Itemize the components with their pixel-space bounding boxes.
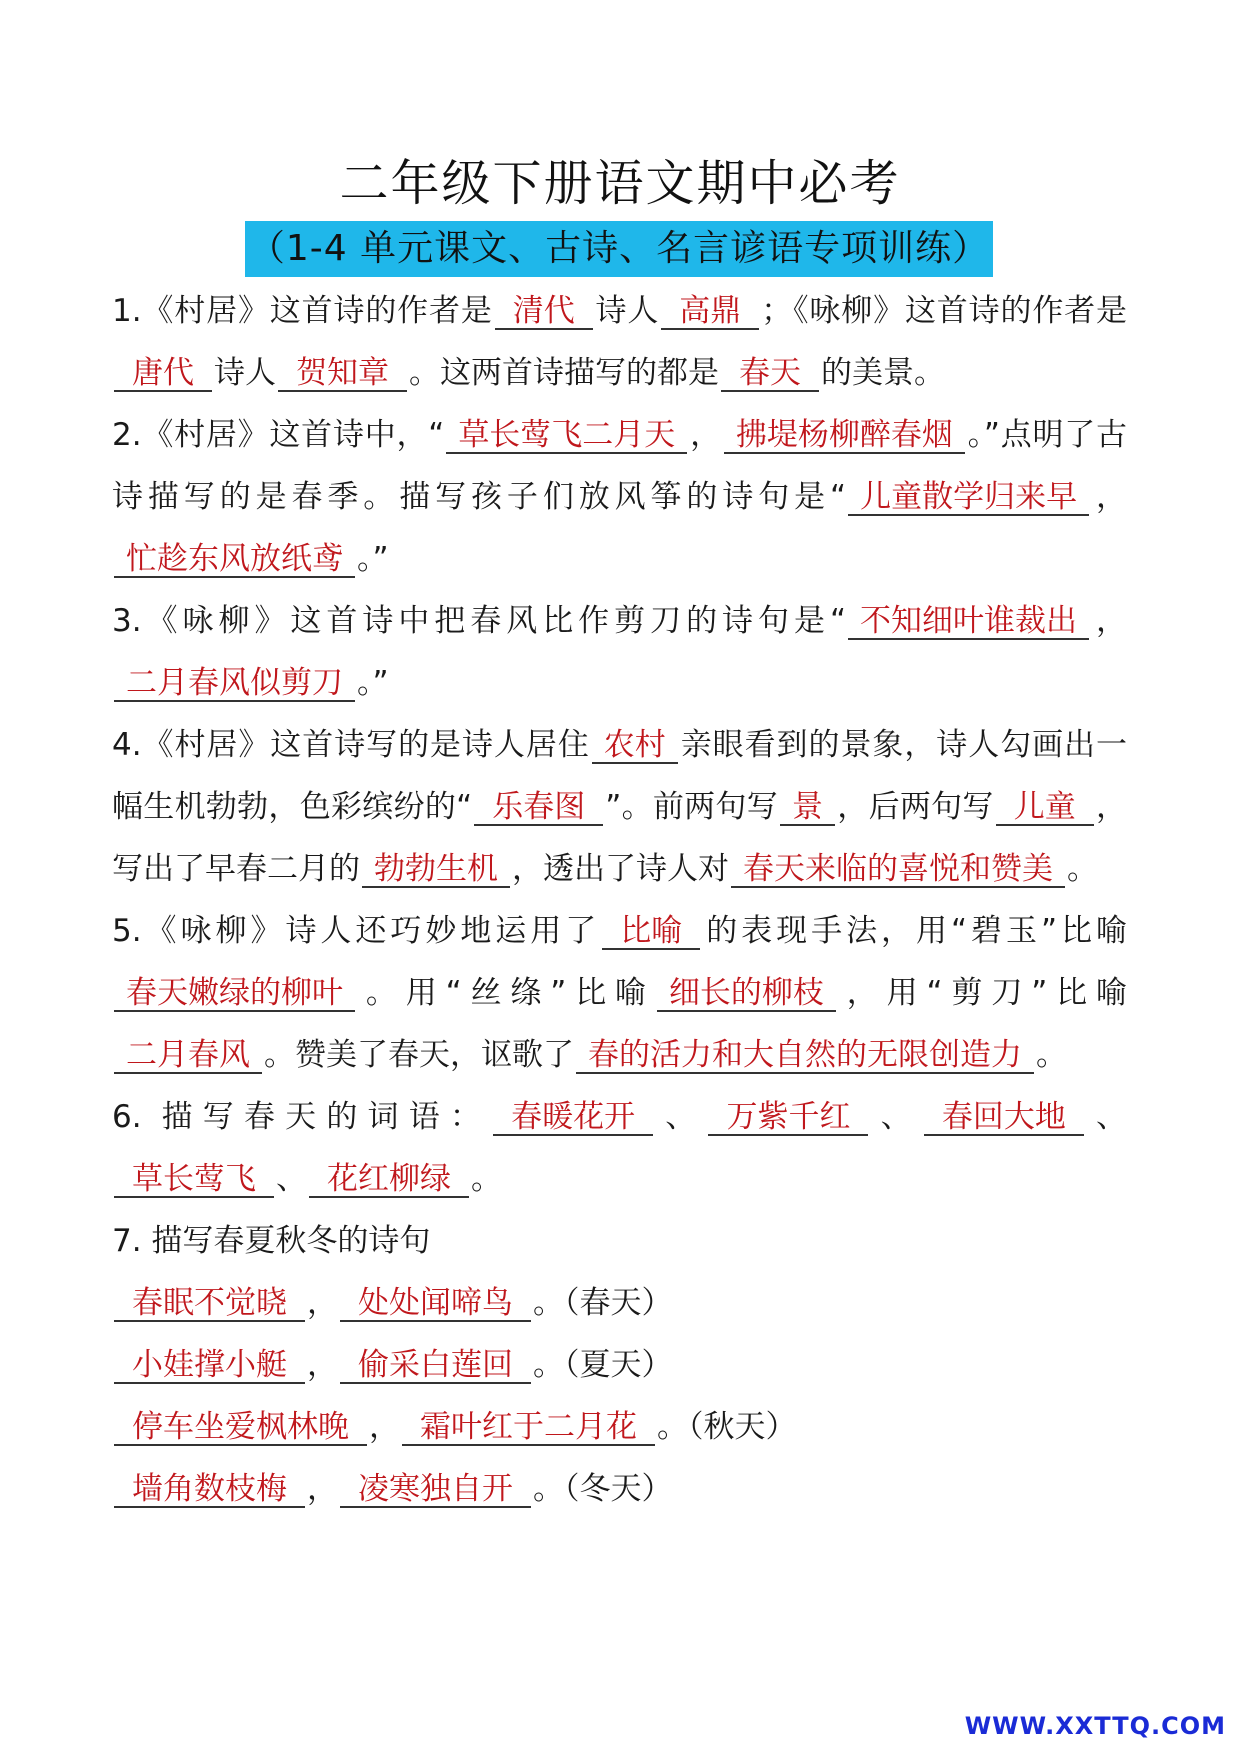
answer-blank: 乐春图	[474, 790, 603, 826]
answer-blank: 忙趁东风放纸鸢	[114, 542, 355, 578]
answer-blank: 细长的柳枝	[657, 976, 836, 1012]
answer-blank: 农村	[592, 728, 678, 764]
poem-line-spring: 春眠不觉晓 ， 处处闻啼鸟 。（春天）	[112, 1272, 1127, 1334]
poem-line-winter: 墙角数枝梅 ， 凌寒独自开 。（冬天）	[112, 1458, 1127, 1520]
answer-blank: 草长莺飞二月天	[446, 418, 687, 454]
answer-blank: 小娃撑小艇	[114, 1348, 305, 1384]
answer-blank: 二月春风似剪刀	[114, 666, 355, 702]
website-watermark: WWW.XXTTQ.COM	[964, 1712, 1226, 1740]
page-title: 二年级下册语文期中必考	[339, 155, 901, 212]
answer-blank: 比喻	[602, 914, 700, 950]
question-4: 4.《村居》这首诗写的是诗人居住 农村 亲眼看到的景象，诗人勾画出一幅生机勃勃，色彩缤纷的“ 乐春图 ”。前两句写 景 ，后两句写 儿童 ，写出了早春二月的 勃勃生机 ，透出了诗人对 春天来临的喜悦和赞美 。	[112, 727, 1128, 887]
poem-line-autumn: 停车坐爱枫林晚 ， 霜叶红于二月花 。（秋天）	[112, 1396, 1127, 1458]
answer-blank: 拂堤杨柳醉春烟	[724, 418, 965, 454]
answer-blank: 霜叶红于二月花	[402, 1410, 655, 1446]
question-7-title: 7. 描写春夏秋冬的诗句	[112, 1223, 431, 1259]
subtitle-banner: （1-4 单元课文、古诗、名言谚语专项训练）	[245, 221, 993, 277]
answer-blank: 清代	[495, 294, 593, 330]
question-2: 2.《村居》这首诗中，“ 草长莺飞二月天 ， 拂堤杨柳醉春烟 。”点明了古诗描写的是春季。描写孩子们放风筝的诗句是“ 儿童散学归来早 ，忙趁东风放纸鸢 。”	[112, 417, 1128, 577]
question-6: 6. 描写春天的词语： 春暖花开 、 万紫千红 、 春回大地 、草长莺飞 、 花红柳绿 。	[112, 1099, 1128, 1197]
answer-blank: 春的活力和大自然的无限创造力	[576, 1038, 1034, 1074]
answer-blank: 处处闻啼鸟	[340, 1286, 531, 1322]
answer-blank: 春天	[721, 356, 819, 392]
answer-blank: 春回大地	[924, 1100, 1084, 1136]
answer-blank: 停车坐爱枫林晚	[114, 1410, 367, 1446]
answer-blank: 花红柳绿	[309, 1162, 469, 1198]
poem-line-summer: 小娃撑小艇 ， 偷采白莲回 。（夏天）	[112, 1334, 1127, 1396]
answer-blank: 贺知章	[278, 356, 407, 392]
answer-blank: 儿童散学归来早	[848, 480, 1089, 516]
answer-blank: 万紫千红	[708, 1100, 868, 1136]
answer-blank: 唐代	[114, 356, 212, 392]
question-3: 3.《咏柳》这首诗中把春风比作剪刀的诗句是“ 不知细叶谁裁出 ，二月春风似剪刀 。”	[112, 603, 1128, 701]
answer-blank: 春眠不觉晓	[114, 1286, 305, 1322]
answer-blank: 草长莺飞	[114, 1162, 274, 1198]
question-5: 5.《咏柳》诗人还巧妙地运用了 比喻 的表现手法，用“碧玉”比喻春天嫩绿的柳叶 。用“丝绦”比喻 细长的柳枝 ，用“剪刀”比喻二月春风 。赞美了春天，讴歌了 春的活力和大自然的无限创造力 。	[112, 913, 1127, 1073]
answer-blank: 高鼎	[661, 294, 759, 330]
answer-blank: 墙角数枝梅	[114, 1472, 305, 1508]
answer-blank: 春暖花开	[493, 1100, 653, 1136]
question-1: 1.《村居》这首诗的作者是 清代 诗人 高鼎 ；《咏柳》这首诗的作者是唐代 诗人 贺知章 。这两首诗描写的都是 春天 的美景。	[112, 293, 1128, 391]
answer-blank: 春天嫩绿的柳叶	[114, 976, 355, 1012]
answer-blank: 儿童	[996, 790, 1094, 826]
answer-blank: 春天来临的喜悦和赞美	[731, 852, 1065, 888]
answer-blank: 二月春风	[114, 1038, 262, 1074]
answer-blank: 偷采白莲回	[340, 1348, 531, 1384]
answer-blank: 景	[780, 790, 835, 826]
answer-blank: 不知细叶谁裁出	[848, 604, 1089, 640]
question-list	[112, 280, 1127, 1520]
answer-blank: 凌寒独自开	[340, 1472, 531, 1508]
answer-blank: 勃勃生机	[362, 852, 510, 888]
